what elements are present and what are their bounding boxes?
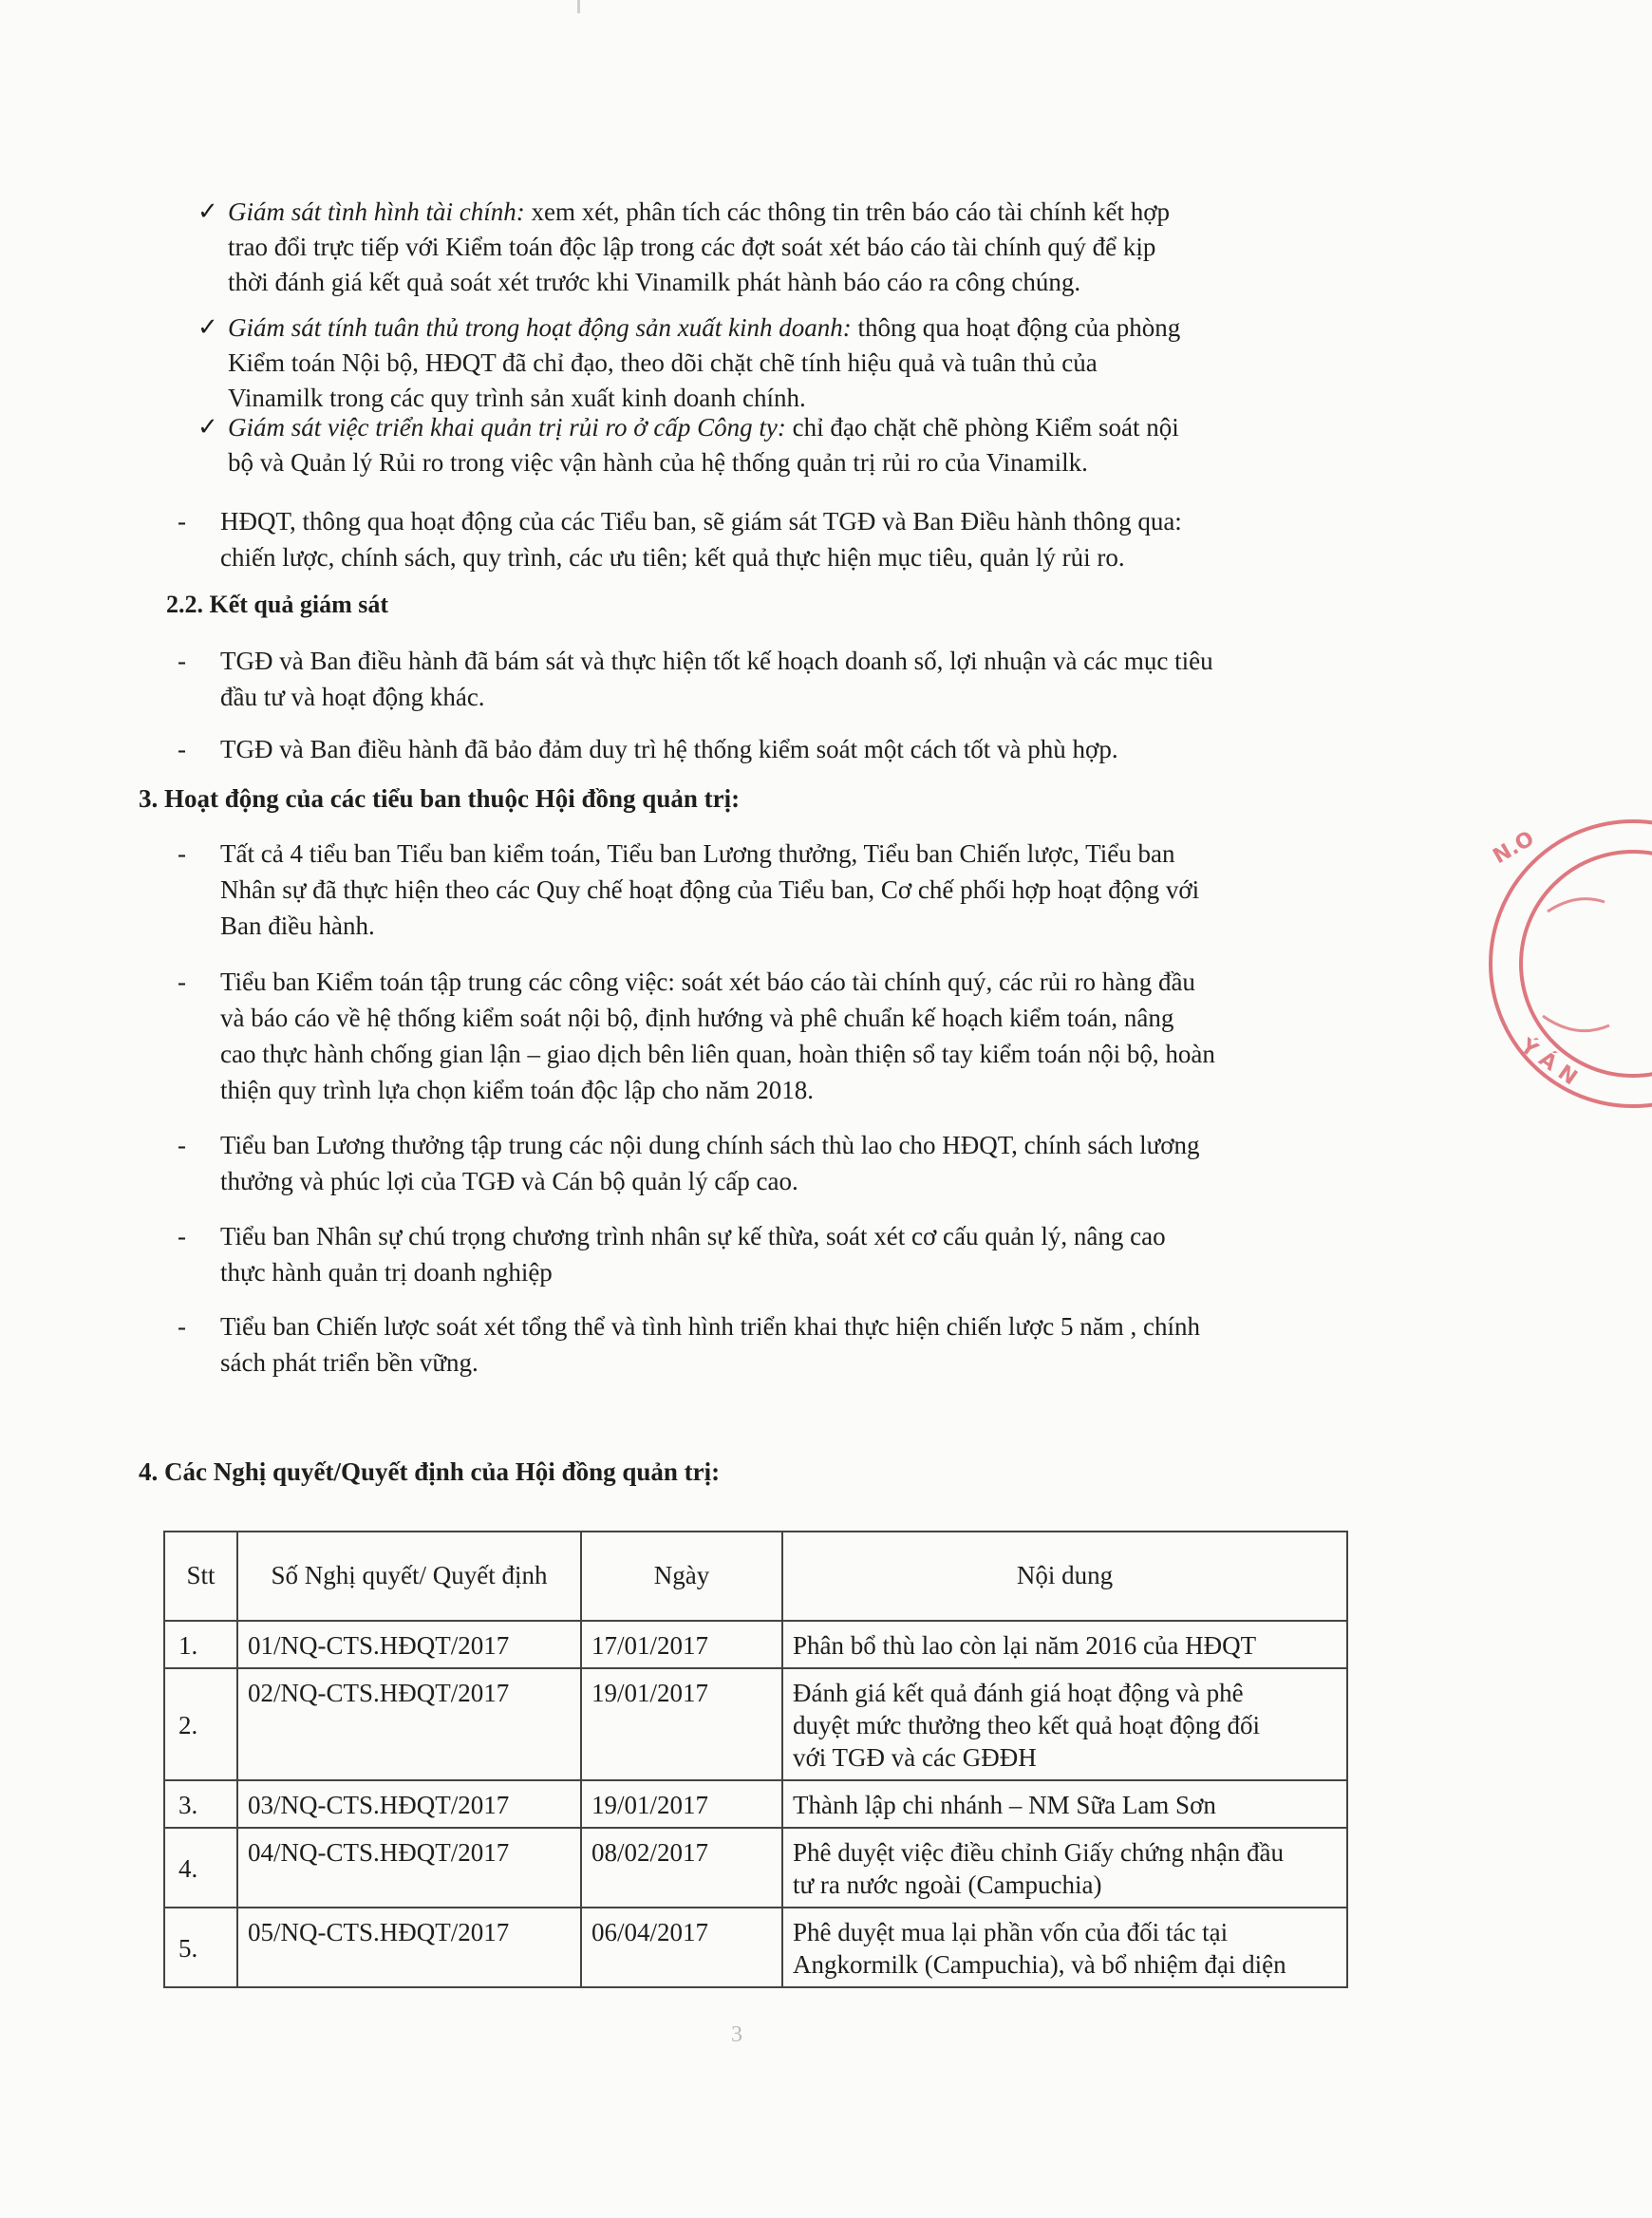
- check-item-text: xem xét, phân tích các thông tin trên báo cáo tài chính kết hợp: [524, 197, 1171, 226]
- check-item-text: thông qua hoạt động của phòng: [851, 313, 1181, 342]
- check-item-text: Kiểm toán Nội bộ, HĐQT đã chỉ đạo, theo dõi chặt chẽ tính hiệu quả và tuân thủ của: [228, 348, 1098, 377]
- paragraph-line: chiến lược, chính sách, quy trình, các ưu tiên; kết quả thực hiện mục tiêu, quản lý rủi ro.: [220, 543, 1125, 572]
- committee-item: [178, 964, 1355, 1108]
- cell-content-line: với TGĐ và các GĐĐH: [793, 1743, 1037, 1772]
- cell-content-line: Angkormilk (Campuchia), và bổ nhiệm đại diện: [793, 1950, 1286, 1979]
- paragraph-line: đầu tư và hoạt động khác.: [220, 683, 485, 711]
- result-item: [178, 731, 1355, 767]
- paragraph-line: HĐQT, thông qua hoạt động của các Tiểu ban, sẽ giám sát TGĐ và Ban Điều hành thông qua:: [220, 507, 1182, 536]
- paragraph-line: cao thực hành chống gian lận – giao dịch bên liên quan, hoàn thiện sổ tay kiểm toán nội bộ, hoàn: [220, 1040, 1215, 1068]
- cell-content-line: Phê duyệt mua lại phần vốn của đối tác tại: [793, 1918, 1229, 1946]
- bullet-dash: -: [178, 647, 186, 675]
- paragraph-line: Tiểu ban Kiểm toán tập trung các công việc: soát xét báo cáo tài chính quý, các rủi ro hàng đầu: [220, 968, 1195, 996]
- paragraph-line: TGĐ và Ban điều hành đã bám sát và thực hiện tốt kế hoạch doanh số, lợi nhuận và các mục tiêu: [220, 647, 1213, 675]
- paragraph-line: thiện quy trình lựa chọn kiểm toán độc lập cho năm 2018.: [220, 1076, 814, 1104]
- committee-item: [178, 1127, 1355, 1199]
- table-row: [164, 1828, 1347, 1908]
- table-row: [164, 1621, 1347, 1668]
- bullet-dash: -: [178, 1131, 186, 1159]
- check-item-text: thời đánh giá kết quả soát xét trước khi Vinamilk phát hành báo cáo ra công chúng.: [228, 268, 1081, 296]
- column-header-date: Ngày: [581, 1532, 782, 1621]
- bullet-dash: -: [178, 1222, 186, 1250]
- cell-date: 06/04/2017: [581, 1908, 782, 1987]
- check-item-text: Vinamilk trong các quy trình sản xuất kinh doanh chính.: [228, 384, 806, 412]
- result-item: [178, 643, 1355, 715]
- cell-stt: 4.: [164, 1828, 237, 1908]
- company-stamp-seal: [1481, 807, 1652, 1120]
- board-oversight-item: [178, 503, 1355, 575]
- bullet-dash: -: [178, 839, 186, 868]
- cell-stt: 3.: [164, 1780, 237, 1828]
- cell-stt: 5.: [164, 1908, 237, 1987]
- cell-content: [782, 1668, 1347, 1780]
- table-row: [164, 1668, 1347, 1780]
- paragraph-line: sách phát triển bền vững.: [220, 1348, 479, 1377]
- paragraph-line: TGĐ và Ban điều hành đã bảo đảm duy trì hệ thống kiểm soát một cách tốt và phù hợp.: [220, 735, 1118, 763]
- scan-edge-mark: [577, 0, 580, 13]
- table-row: [164, 1780, 1347, 1828]
- cell-stt: 1.: [164, 1621, 237, 1668]
- svg-text:Ý Á N: Ý Á N: [1515, 1034, 1582, 1091]
- check-item-lead: Giám sát tình hình tài chính:: [228, 197, 525, 226]
- committee-item: [178, 1308, 1355, 1381]
- paragraph-line: Nhân sự đã thực hiện theo các Quy chế hoạt động của Tiểu ban, Cơ chế phối hợp hoạt động với: [220, 875, 1200, 904]
- cell-content-line: Phân bổ thù lao còn lại năm 2016 của HĐQT: [793, 1631, 1257, 1660]
- table-header-row: [164, 1532, 1347, 1621]
- paragraph-line: Tiểu ban Lương thưởng tập trung các nội dung chính sách thù lao cho HĐQT, chính sách lương: [220, 1131, 1200, 1159]
- cell-stt: 2.: [164, 1668, 237, 1780]
- cell-content: [782, 1908, 1347, 1987]
- check-item-risk: [197, 410, 1353, 480]
- checkmark-icon: ✓: [197, 197, 218, 226]
- check-item-financial: [197, 195, 1353, 300]
- paragraph-line: và báo cáo về hệ thống kiểm soát nội bộ, định hướng và phê chuẩn kế hoạch kiểm toán, nâng: [220, 1004, 1174, 1032]
- check-item-text: bộ và Quản lý Rủi ro trong việc vận hành của hệ thống quản trị rủi ro của Vinamilk.: [228, 448, 1088, 477]
- paragraph-line: Tiểu ban Chiến lược soát xét tổng thể và tình hình triển khai thực hiện chiến lược 5 năm , chính: [220, 1312, 1201, 1341]
- cell-content: [782, 1621, 1347, 1668]
- check-item-lead: Giám sát việc triển khai quản trị rủi ro ở cấp Công ty:: [228, 413, 786, 442]
- bullet-dash: -: [178, 1312, 186, 1341]
- check-item-lead: Giám sát tính tuân thủ trong hoạt động sản xuất kinh doanh:: [228, 313, 852, 342]
- cell-content-line: duyệt mức thưởng theo kết quả hoạt động đối: [793, 1711, 1260, 1739]
- table-row: [164, 1908, 1347, 1987]
- cell-date: 19/01/2017: [581, 1668, 782, 1780]
- check-item-text: chỉ đạo chặt chẽ phòng Kiểm soát nội: [785, 413, 1179, 442]
- committee-item: [178, 1218, 1355, 1290]
- cell-content: [782, 1780, 1347, 1828]
- paragraph-line: thực hành quản trị doanh nghiệp: [220, 1258, 553, 1287]
- committee-item: [178, 836, 1355, 944]
- paragraph-line: thưởng và phúc lợi của TGĐ và Cán bộ quản lý cấp cao.: [220, 1167, 798, 1195]
- cell-date: 08/02/2017: [581, 1828, 782, 1908]
- cell-number: 04/NQ-CTS.HĐQT/2017: [237, 1828, 581, 1908]
- bullet-dash: -: [178, 507, 186, 536]
- paragraph-line: Ban điều hành.: [220, 912, 375, 940]
- cell-number: 05/NQ-CTS.HĐQT/2017: [237, 1908, 581, 1987]
- cell-content: [782, 1828, 1347, 1908]
- cell-content-line: tư ra nước ngoài (Campuchia): [793, 1870, 1102, 1899]
- section-heading-4: 4. Các Nghị quyết/Quyết định của Hội đồng quản trị:: [139, 1457, 721, 1486]
- cell-content-line: Đánh giá kết quả đánh giá hoạt động và phê: [793, 1679, 1244, 1707]
- check-item-compliance: [197, 310, 1353, 416]
- cell-number: 03/NQ-CTS.HĐQT/2017: [237, 1780, 581, 1828]
- section-heading-3: 3. Hoạt động của các tiểu ban thuộc Hội đồng quản trị:: [139, 784, 741, 813]
- cell-content-line: Phê duyệt việc điều chỉnh Giấy chứng nhận đầu: [793, 1838, 1284, 1867]
- bullet-dash: -: [178, 968, 186, 996]
- section-heading-2-2: 2.2. Kết quả giám sát: [166, 591, 388, 618]
- page-number: 3: [731, 2022, 742, 2047]
- cell-content-line: Thành lập chi nhánh – NM Sữa Lam Sơn: [793, 1791, 1216, 1819]
- paragraph-line: Tất cả 4 tiểu ban Tiểu ban kiểm toán, Tiểu ban Lương thưởng, Tiểu ban Chiến lược, Tiểu ban: [220, 839, 1175, 868]
- cell-number: 02/NQ-CTS.HĐQT/2017: [237, 1668, 581, 1780]
- check-item-text: trao đổi trực tiếp với Kiểm toán độc lập trong các đợt soát xét báo cáo tài chính quý để kịp: [228, 233, 1156, 261]
- column-header-stt: Stt: [164, 1532, 237, 1621]
- bullet-dash: -: [178, 735, 186, 763]
- paragraph-line: Tiểu ban Nhân sự chú trọng chương trình nhân sự kế thừa, soát xét cơ cấu quản lý, nâng cao: [220, 1222, 1166, 1250]
- column-header-content: Nội dung: [782, 1532, 1347, 1621]
- checkmark-icon: ✓: [197, 413, 218, 442]
- cell-date: 17/01/2017: [581, 1621, 782, 1668]
- svg-text:N.O: N.O: [1489, 826, 1539, 870]
- cell-number: 01/NQ-CTS.HĐQT/2017: [237, 1621, 581, 1668]
- cell-date: 19/01/2017: [581, 1780, 782, 1828]
- checkmark-icon: ✓: [197, 313, 218, 342]
- column-header-number: Số Nghị quyết/ Quyết định: [237, 1532, 581, 1621]
- resolutions-table: [163, 1531, 1348, 1988]
